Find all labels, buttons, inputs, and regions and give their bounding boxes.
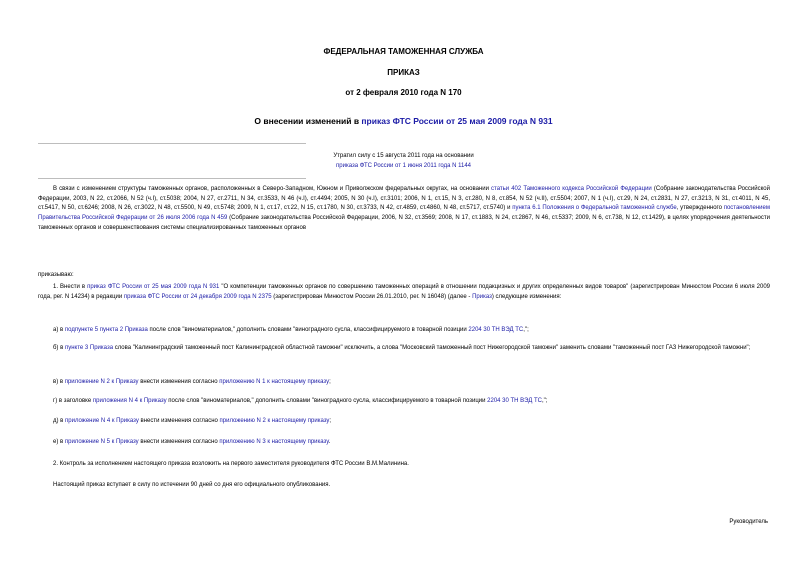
item-2-paragraph: 2. Контроль за исполнением настоящего приказа возложить на первого заместителя руководителя ФТС России В.М.Малинина. [53, 461, 409, 467]
lost-force-note: Утратил силу с 15 августа 2011 года на основании [333, 153, 474, 159]
order-word: приказываю: [38, 272, 74, 278]
item-e-text-1: е) в [53, 439, 65, 445]
preamble-paragraph [38, 185, 770, 234]
link-order[interactable]: Приказ [472, 293, 492, 300]
preamble-text-3: , утвержденного [676, 205, 724, 212]
link-annex-2[interactable]: приложение N 2 к Приказу [64, 379, 139, 385]
link-annex-4[interactable]: приложение N 4 к Приказу [65, 418, 139, 424]
item-1-text-2: "О компетенции таможенных органов по совершению таможенных операций в отношении подакцизных и других определенных видов товаров" (зарегистрирован Минюстом России 6 июля 2009 года, рег. N 14234) в редакции [38, 284, 771, 300]
item-1-text-4: ) следующие изменения: [491, 293, 562, 300]
item-d-text-2: внести изменения согласно [138, 418, 220, 424]
item-e-text-2: внести изменения согласно [138, 439, 220, 445]
item-a-text-3: ,"; [523, 327, 529, 333]
item-b-text-2: слова "Калининградский таможенный пост Калининградской областной таможни" исключить, а слова "Московский таможенный пост Нижегородской таможни" заменить словами "таможенный пост ГАЗ Нижегородской таможни"; [113, 345, 751, 351]
link-appendix-3[interactable]: приложению N 3 к настоящему приказу [219, 439, 329, 445]
divider-top [38, 143, 306, 144]
item-g-text-3: ,"; [542, 398, 548, 404]
preamble-text-2: (Собрание законодательства Российской Федерации, 2003, N 22, ст.2066, N 52 (ч.I), ст.5038; 2004, N 27, ст.2711, N 34, ст.3533, N 46 (ч.I), ст.4494; 2005, N 30 (ч.I), ст.3101; 2006, N 1, ст.15, N 3, ст.280, N 8, ст.854, N 52 (ч.II), ст.5504; 2007, N 1 (ч.I), ст.29, N 24, ст.2831, N 27, ст.3213, N 31, ст.4011, N 45, ст.5417, N 50, ст.6246; 2008, N 26, ст.3022, N 48, ст.5500, N 49, ст.5748; 2009, N 1, ст.17, ст.22, N 15, ст.1780, N 30, ст.3733, N 42, ст.4859, ст.4860, N 48, ст.5717, ст.5740) и [38, 186, 770, 212]
item-v-text-1: в) в [53, 379, 65, 385]
link-article-402[interactable]: статьи 402 Таможенного кодекса Российской Федерации [491, 186, 652, 192]
item-b-paragraph [38, 344, 770, 354]
item-g-text-2: после слов "виноматериалов," дополнить словами "виноградного сусла, классифицируемого в товарной позиции [166, 398, 488, 404]
item-d-text-1: д) в [53, 418, 66, 424]
doc-date-number: от 2 февраля 2010 года N 170 [345, 88, 462, 97]
item-a-text-1: а) в [53, 327, 65, 333]
link-decree-459[interactable]: постановлением Правительства Российской Федерации от 26 июля 2006 года N 459 [38, 205, 770, 222]
item-1-paragraph [38, 283, 770, 302]
doc-type-heading: ПРИКАЗ [387, 68, 420, 77]
item-b-text-1: б) в [53, 345, 65, 351]
link-appendix-2[interactable]: приложению N 2 к настоящему приказу [219, 418, 330, 424]
item-d-paragraph [38, 417, 770, 427]
doc-title-link[interactable]: приказ ФТС России от 25 мая 2009 года N 931 [361, 116, 553, 126]
link-appendix-1[interactable]: приложению N 1 к настоящему приказу [219, 379, 330, 385]
agency-heading: ФЕДЕРАЛЬНАЯ ТАМОЖЕННАЯ СЛУЖБА [323, 47, 484, 56]
lost-force-link[interactable]: приказа ФТС России от 1 июня 2011 года N 1144 [336, 163, 471, 169]
signature-line: Руководитель [729, 519, 768, 525]
item-g-paragraph [38, 397, 770, 407]
link-order-931[interactable]: приказ ФТС России от 25 мая 2009 года N 931 [87, 284, 220, 290]
link-annex-5[interactable]: приложение N 5 к Приказу [64, 439, 139, 445]
link-tn-ved-2204-a[interactable]: 2204 30 ТН ВЭД ТС [468, 327, 524, 333]
link-tn-ved-2204-g[interactable]: 2204 30 ТН ВЭД ТС [487, 398, 543, 404]
effect-paragraph: Настоящий приказ вступает в силу по истечении 90 дней со дня его официального опубликования. [53, 482, 331, 488]
preamble-text-4: (Собрание законодательства Российской Федерации, 2006, N 32, ст.3569; 2008, N 17, ст.1883, N 24, ст.2867, N 46, ст.5337; 2009, N 6, ст.738, N 12, ст.1429), в целях упорядочения деятельности таможенных органов и совершенствования системы специализированных таможенных органов [38, 215, 770, 231]
link-point-6-1[interactable]: пункта 6.1 Положения о Федеральной таможенной службе [512, 205, 677, 212]
link-point-3[interactable]: пункте 3 Приказа [64, 345, 114, 351]
link-subpoint-5-point-2[interactable]: подпункте 5 пункта 2 Приказа [64, 327, 148, 333]
item-e-text-3: . [328, 439, 331, 445]
item-v-text-3: ; [329, 379, 331, 385]
item-d-text-3: ; [329, 418, 332, 424]
doc-title-prefix: О внесении изменений в [254, 116, 362, 126]
preamble-text-1: В связи с изменением структуры таможенных органов, расположенных в Северо-Западном, Южном и Приволжском федеральных округах, на основании [53, 186, 492, 192]
link-order-2375[interactable]: приказа ФТС России от 24 декабря 2009 года N 2375 [123, 293, 272, 300]
item-a-text-2: после слов "виноматериалов," дополнить словами "виноградного сусла, классифицируемого в товарной позиции [147, 327, 469, 333]
item-e-paragraph [38, 438, 770, 448]
item-1-text-1: 1. Внести в [53, 284, 88, 290]
item-v-text-2: внести изменения согласно [138, 379, 220, 385]
link-annex-4-title[interactable]: приложения N 4 к Приказу [92, 398, 167, 404]
lost-force-link-line [0, 163, 807, 169]
divider-bottom [38, 178, 306, 179]
item-g-text-1: г) в заголовке [53, 398, 93, 404]
doc-title [0, 116, 807, 126]
item-v-paragraph [38, 378, 770, 388]
item-a-paragraph [38, 326, 770, 336]
item-1-text-3: (зарегистрирован Минюстом России 26.01.2010, рег. N 16048) (далее - [271, 293, 473, 300]
